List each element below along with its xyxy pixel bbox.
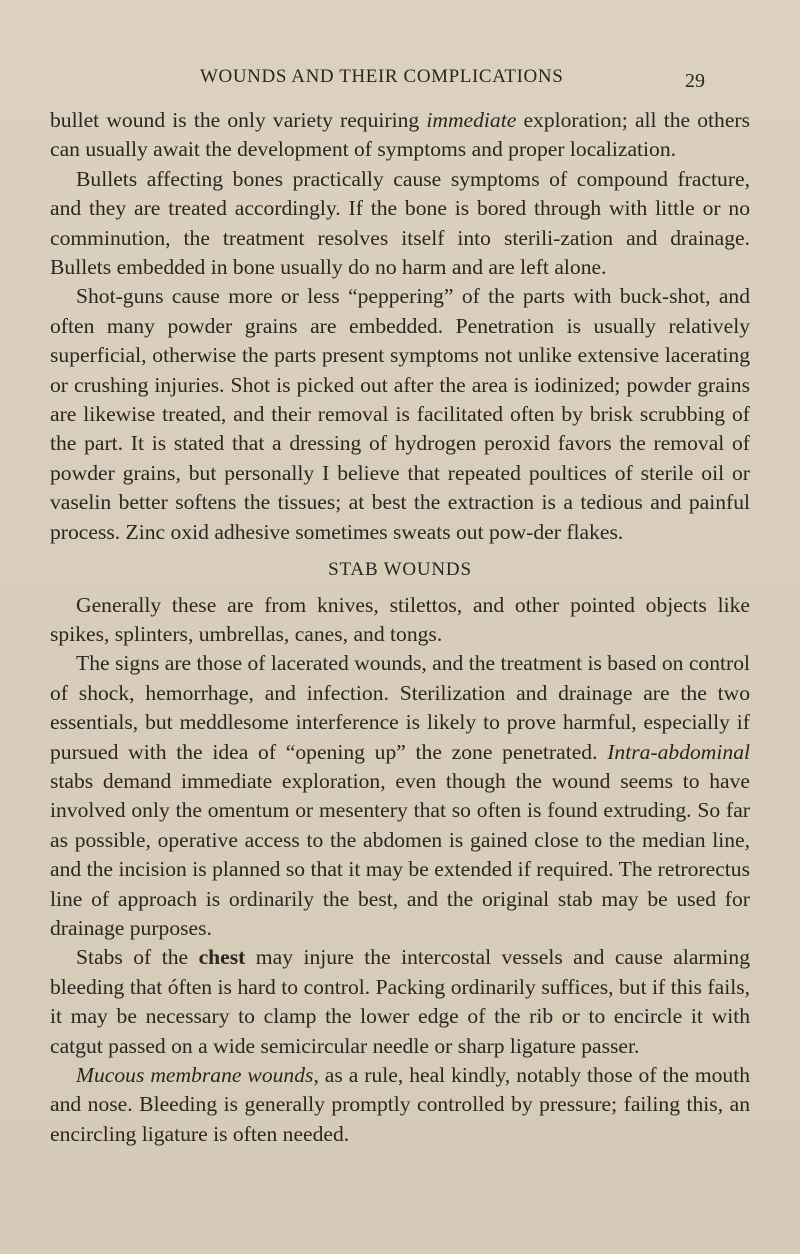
- paragraph-text: , as a rule, heal kindly, notably those of the mouth and nose. Bleeding is generally promptly controlled by pressure; failing this, an encircling ligature is often needed.: [50, 1063, 751, 1146]
- page-number: 29: [685, 70, 705, 92]
- paragraph-text: chest: [198, 945, 246, 970]
- paragraphs-before-heading: [50, 106, 750, 547]
- paragraph-text: Generally these are from knives, stilettos, and other pointed objects like spikes, splinters, umbrellas, canes, and tongs.: [50, 592, 750, 646]
- section-heading: STAB WOUNDS: [328, 559, 472, 581]
- paragraph: [50, 282, 750, 547]
- paragraph: [50, 165, 750, 283]
- paragraph: [50, 106, 750, 165]
- paragraph-text: Shot-guns cause more or less “peppering” of the parts with buck-shot, and often many powder grains are embedded. Penetration is usually relatively superficial, otherwise the parts present symptoms not unlike extensive lacerating or crushing injuries. Shot is picked out after the area is iodinized; powder grains are likewise treated, and their removal is facilitated often by brisk scrubbing of the part. It is stated that a dressing of hydrogen peroxid favors the removal of powder grains, but personally I believe that repeated poultices of sterile oil or vaselin better softens the tissues; at best the extraction is a tedious and painful process. Zinc oxid adhesive sometimes sweats out pow-der flakes.: [50, 284, 750, 544]
- running-head: WOUNDS AND THEIR COMPLICATIONS: [200, 66, 564, 87]
- paragraphs-after-heading: [50, 591, 750, 1150]
- paragraph-text: bullet wound is the only variety requiring: [50, 108, 427, 132]
- paragraph-text: exploration; all the others can usually await the development of symptoms and proper localization.: [50, 108, 751, 162]
- italic-text: Mucous membrane wounds: [76, 1063, 314, 1087]
- paragraph-text: Bullets affecting bones practically cause symptoms of compound fracture, and they are treated accordingly. If the bone is bored through with little or no comminution, the treatment resolves itself into sterili-zation and drainage. Bullets embedded in bone usually do no harm and are left alone.: [50, 166, 750, 280]
- body-text: [50, 106, 750, 1149]
- paragraph: [50, 649, 750, 943]
- paragraph: [50, 1061, 750, 1149]
- paragraph-text: stabs demand immediate exploration, even though the wound seems to have involved only the omentum or mesentery that so often is found extruding. So far as possible, operative access to the abdomen is gained close to the median line, and the incision is planned so that it may be extended if required. The retrorectus line of approach is ordinarily the best, and the original stab may be used for drainage purposes.: [50, 768, 750, 940]
- italic-text: immediate: [426, 108, 517, 132]
- italic-text: Intra-abdominal: [607, 739, 750, 764]
- paragraph-text: may injure the intercostal vessels and cause alarming bleeding that óften is hard to control. Packing ordinarily suffices, but if this fails, it may be necessary to clamp the lower edge of the rib or to encircle it with catgut passed on a wide semicircular needle or sharp ligature passer.: [50, 945, 750, 1058]
- paragraph-text: Stabs of the: [76, 945, 199, 970]
- paragraph: [50, 943, 750, 1061]
- paragraph: [50, 591, 750, 650]
- paragraph-text: The signs are those of lacerated wounds, and the treatment is based on control of shock, hemorrhage, and infection. Sterilization and drainage are the two essentials, but meddlesome interference is likely to prove harmful, especially if pursued with the idea of “opening up” the zone penetrated.: [50, 651, 750, 764]
